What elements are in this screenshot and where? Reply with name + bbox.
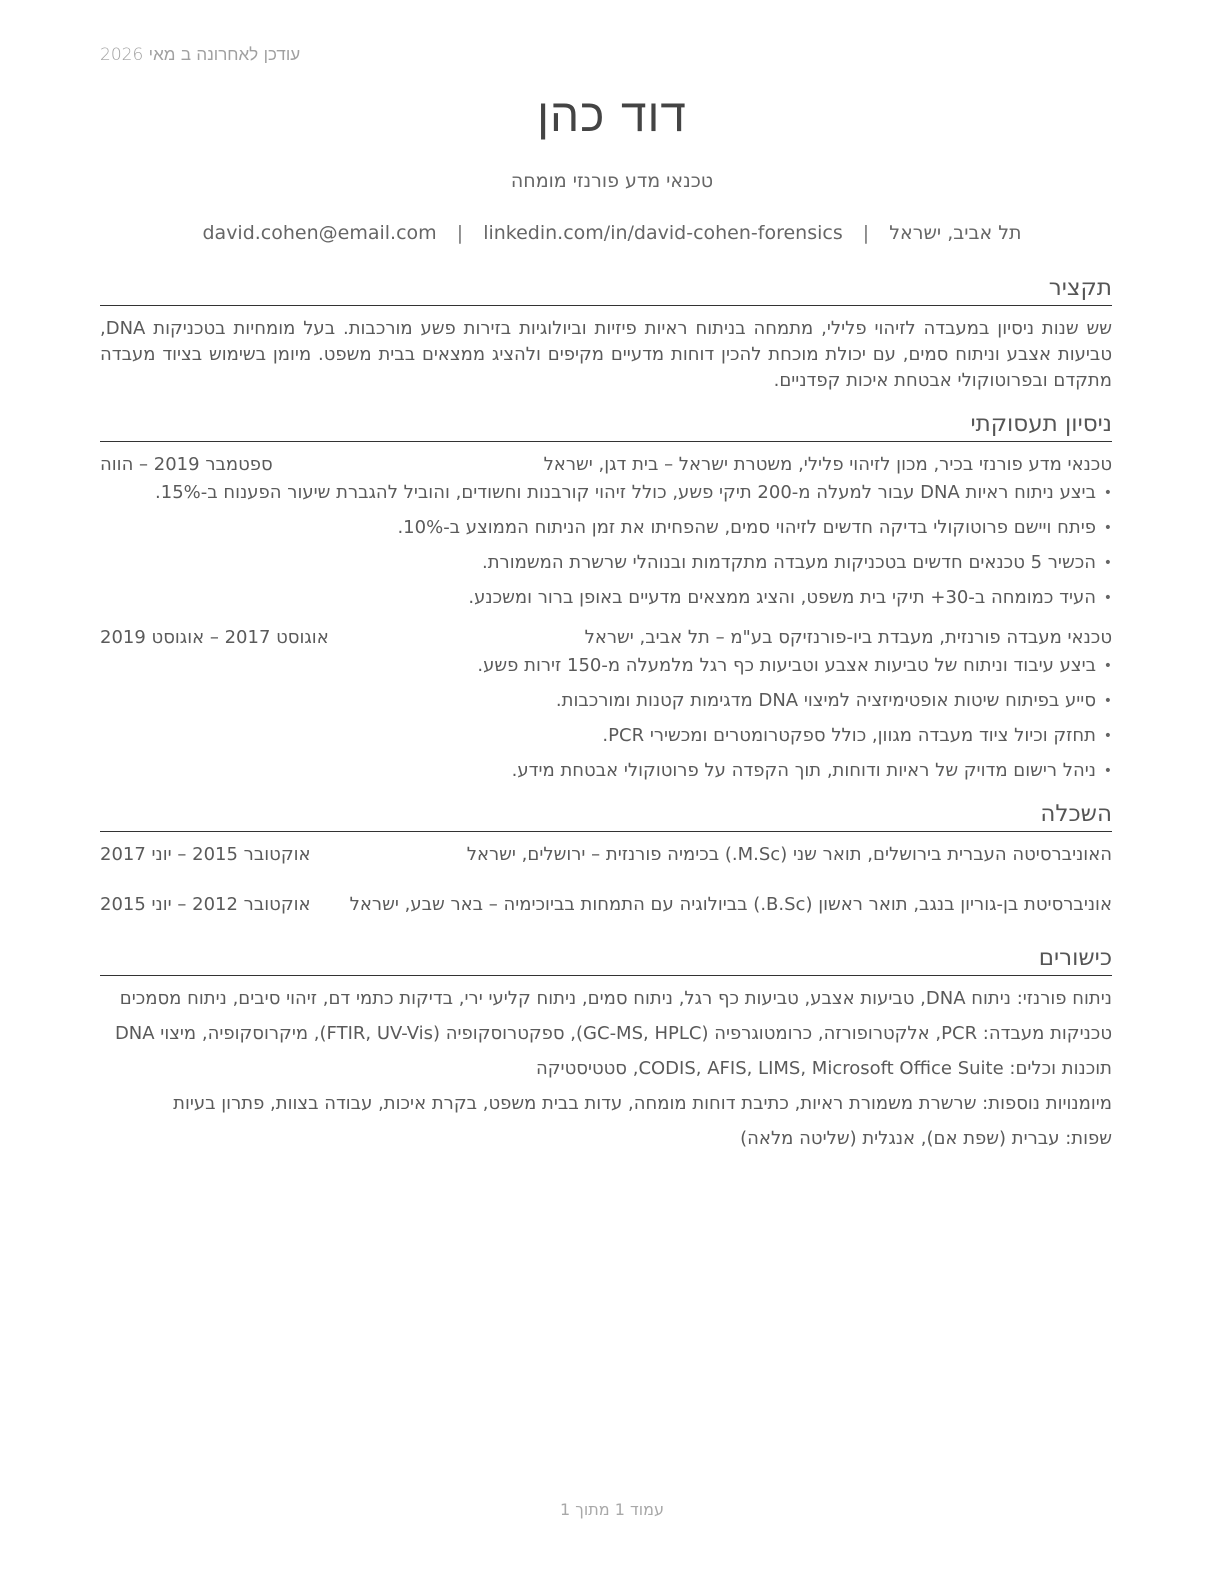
- job-bullet: • העיד כמומחה ב-30+ תיקי בית משפט, והציג ממצאים מדעיים באופן ברור ומשכנע.: [100, 585, 1112, 611]
- job-header: [100, 625, 1112, 651]
- page-number: עמוד 1 מתוך 1: [560, 1500, 664, 1519]
- skill-line: ניתוח פורנזי: ניתוח DNA, טביעות אצבע, טביעות כף רגל, ניתוח סמים, ניתוח קליעי ירי, בדיקות כתמי דם, זיהוי סיבים, ניתוח מסמכים: [119, 988, 1112, 1009]
- skill-line: טכניקות מעבדה: PCR, אלקטרופורזה, כרומטוגרפיה (GC-MS, HPLC), ספקטרוסקופיה (FTIR, UV-Vis), מיקרוסקופיה, מיצוי DNA: [114, 1023, 1112, 1044]
- job-role: טכנאי מדע פורנזי בכיר, מכון לזיהוי פלילי, משטרת ישראל – בית דגן, ישראל: [543, 454, 1112, 475]
- job-header: [100, 452, 1112, 478]
- skill-line: שפות: עברית (שפת אם), אנגלית (שליטה מלאה): [740, 1128, 1112, 1149]
- section-heading-education: השכלה: [100, 798, 1112, 832]
- contact-email[interactable]: david.cohen@email.com: [202, 222, 437, 244]
- last-updated-note: עודכן לאחרונה ב מאי 2026: [100, 45, 301, 65]
- job-role: טכנאי מעבדה פורנזית, מעבדת ביו-פורנזיקס בע"מ – תל אביב, ישראל: [584, 627, 1112, 648]
- job-dates: אוגוסט 2017 – אוגוסט 2019: [100, 627, 329, 648]
- job-bullet: • ביצע ניתוח ראיות DNA עבור למעלה מ-200 תיקי פשע, כולל זיהוי קורבנות וחשודים, והוביל להגברת שיעור הפענוח ב-15%.: [100, 480, 1112, 506]
- education-dates: אוקטובר 2015 – יוני 2017: [100, 844, 311, 865]
- candidate-name: דוד כהן: [537, 88, 687, 142]
- contact-linkedin[interactable]: linkedin.com/in/david-cohen-forensics: [483, 222, 843, 244]
- job-entry: [100, 452, 1112, 611]
- candidate-title: טכנאי מדע פורנזי מומחה: [510, 170, 714, 192]
- contact-location: תל אביב, ישראל: [889, 222, 1022, 244]
- summary-text: שש שנות ניסיון במעבדה לזיהוי פלילי, מתמחה בניתוח ראיות פיזיות וביולוגיות בזירות פשע מורכבות. בעל מומחיות בטכניקות DNA, טביעות אצבע וניתוח סמים, עם יכולת מוכחת להכין דוחות מדעיים מקיפים ולהציג ממצאים בבית משפט. מיומן בשימוש בציוד מעבדה מתקדם ובפרוטוקולי אבטחת איכות קפדניים.: [100, 318, 1112, 391]
- job-dates: ספטמבר 2019 – הווה: [100, 454, 273, 475]
- education-entry: [100, 842, 1112, 868]
- job-bullet: • סייע בפיתוח שיטות אופטימיזציה למיצוי DNA מדגימות קטנות ומורכבות.: [100, 688, 1112, 714]
- job-bullet: • תחזק וכיול ציוד מעבדה מגוון, כולל ספקטרומטרים ומכשירי PCR.: [100, 723, 1112, 749]
- job-entry: [100, 625, 1112, 784]
- contact-line: [0, 222, 1224, 244]
- contact-separator: |: [862, 222, 870, 244]
- job-bullet: • ביצע עיבוד וניתוח של טביעות אצבע וטביעות כף רגל מלמעלה מ-150 זירות פשע.: [100, 653, 1112, 679]
- education-dates: אוקטובר 2012 – יוני 2015: [100, 894, 311, 915]
- contact-separator: |: [456, 222, 464, 244]
- section-heading-skills: כישורים: [100, 942, 1112, 976]
- section-heading-experience: ניסיון תעסוקתי: [100, 408, 1112, 442]
- job-bullet: • פיתח ויישם פרוטוקולי בדיקה חדשים לזיהוי סמים, שהפחיתו את זמן הניתוח הממוצע ב-10%.: [100, 515, 1112, 541]
- resume-content: [100, 272, 1112, 1161]
- job-bullet: • הכשיר 5 טכנאים חדשים בטכניקות מעבדה מתקדמות ובנוהלי שרשרת המשמורת.: [100, 550, 1112, 576]
- education-degree: אוניברסיטת בן-גוריון בנגב, תואר ראשון (B.Sc.) בביולוגיה עם התמחות בביוכימיה – באר שבע, ישראל: [349, 894, 1112, 915]
- job-bullets: [100, 653, 1112, 784]
- skill-line: תוכנות וכלים: CODIS, AFIS, LIMS, Microsoft Office Suite, סטטיסטיקה: [536, 1058, 1112, 1079]
- job-bullet: • ניהל רישום מדויק של ראיות ודוחות, תוך הקפדה על פרוטוקולי אבטחת מידע.: [100, 758, 1112, 784]
- job-bullets: [100, 480, 1112, 611]
- section-heading-summary: תקציר: [100, 272, 1112, 306]
- education-degree: האוניברסיטה העברית בירושלים, תואר שני (M.Sc.) בכימיה פורנזית – ירושלים, ישראל: [466, 844, 1112, 865]
- skill-line: מיומנויות נוספות: שרשרת משמורת ראיות, כתיבת דוחות מומחה, עדות בבית משפט, בקרת איכות, עבודה בצוות, פתרון בעיות: [173, 1093, 1112, 1114]
- education-entry: [100, 892, 1112, 918]
